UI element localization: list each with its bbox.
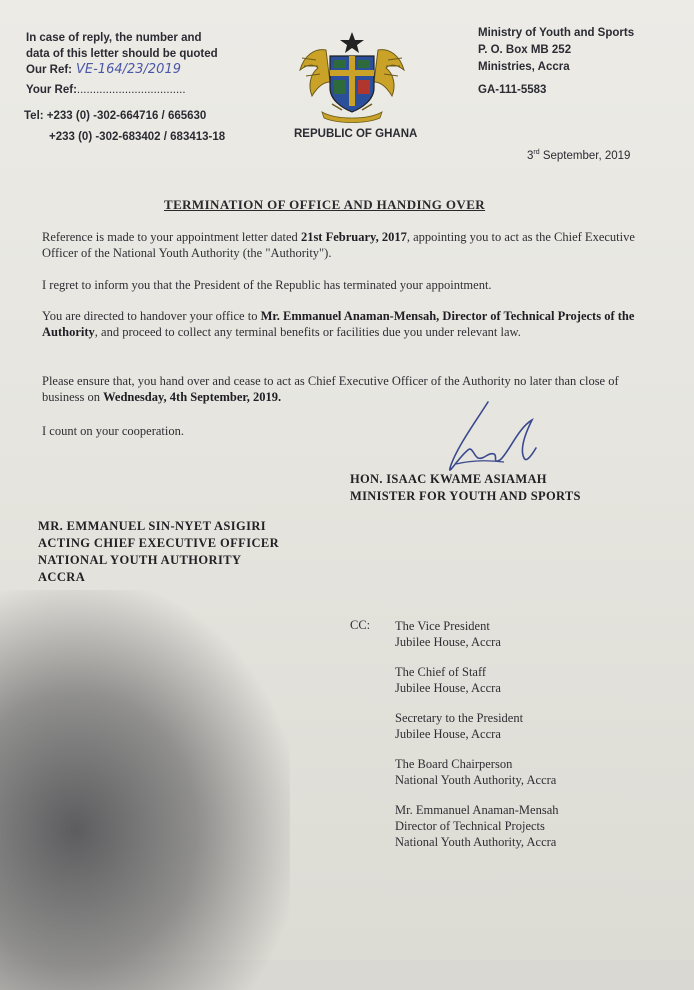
- your-ref-value: ..................................: [76, 84, 186, 96]
- paragraph-termination: I regret to inform you that the President of the Republic has terminated your appointment.: [42, 278, 492, 292]
- date-rest: September, 2019: [539, 149, 631, 162]
- your-ref-label: Your Ref:: [26, 84, 77, 96]
- p3-successor-name: Mr. Emmanuel Anaman-Mensah, Director of Technical Projects of the Authority: [42, 309, 635, 339]
- p1-text-a: Reference is made to your appointment letter dated: [42, 230, 301, 244]
- republic-of-ghana-label: REPUBLIC OF GHANA: [294, 128, 418, 140]
- cc-entry: [395, 710, 559, 742]
- your-ref-row: [26, 82, 218, 98]
- signatory-block: [350, 471, 581, 505]
- addressee-line: ACTING CHIEF EXECUTIVE OFFICER: [38, 536, 280, 550]
- cc-entry-line: The Chief of Staff: [395, 665, 487, 679]
- letter-date: [527, 149, 630, 162]
- p4-deadline-date: Wednesday, 4th September, 2019.: [103, 390, 282, 404]
- cc-entry: [395, 664, 559, 696]
- cc-entry-line: Jubilee House, Accra: [395, 727, 501, 741]
- cc-label: CC:: [350, 618, 371, 632]
- p1-appointment-date: 21st February, 2017: [300, 230, 407, 244]
- date-day: 3: [527, 149, 534, 162]
- reply-note-line-2: data of this letter should be quoted: [26, 48, 218, 60]
- ministry-location: Ministries, Accra: [478, 61, 570, 73]
- po-box: P. O. Box MB 252: [478, 44, 572, 56]
- reply-note-line-1: In case of reply, the number and: [26, 32, 202, 44]
- ministry-name: Ministry of Youth and Sports: [478, 27, 635, 39]
- signatory-name: HON. ISAAC KWAME ASIAMAH: [350, 472, 547, 486]
- cc-entry-line: The Board Chairperson: [395, 757, 513, 771]
- our-ref-row: [26, 62, 218, 78]
- telephone-line-1: Tel: +233 (0) -302-664716 / 665630: [24, 110, 207, 122]
- cc-entry-line: Director of Technical Projects: [395, 819, 545, 833]
- p4-text-a: Please ensure that, you hand over and cease to act as Chief Executive Officer of the Authority no later than close of business on: [42, 374, 619, 404]
- photo-shadow: [0, 590, 290, 990]
- paragraph-reference: [42, 229, 642, 261]
- ghana-coat-of-arms-icon: [296, 30, 408, 125]
- cc-entry-line: National Youth Authority, Accra: [395, 773, 557, 787]
- letter-title: TERMINATION OF OFFICE AND HANDING OVER: [164, 197, 486, 212]
- our-ref-label: Our Ref:: [26, 64, 72, 76]
- telephone-block: [24, 106, 225, 148]
- signatory-title: MINISTER FOR YOUTH AND SPORTS: [350, 489, 581, 503]
- cc-entry-line: Mr. Emmanuel Anaman-Mensah: [395, 803, 559, 817]
- addressee-line: MR. EMMANUEL SIN-NYET ASIGIRI: [38, 519, 267, 533]
- cc-entry-line: National Youth Authority, Accra: [395, 835, 557, 849]
- cc-entry: [395, 802, 559, 850]
- cc-list: [395, 618, 559, 864]
- date-suffix: rd: [533, 149, 540, 156]
- addressee-line: NATIONAL YOUTH AUTHORITY: [38, 553, 242, 567]
- our-ref-value: VE-164/23/2019: [76, 62, 181, 77]
- paragraph-cooperation: I count on your cooperation.: [42, 424, 184, 438]
- p3-text-a: You are directed to handover your office to: [42, 309, 261, 323]
- cc-entry: [395, 756, 559, 788]
- p3-text-b: , and proceed to collect any terminal benefits or facilities due you under relevant law.: [94, 325, 521, 339]
- cc-entry-line: Secretary to the President: [395, 711, 524, 725]
- cc-entry: [395, 618, 559, 650]
- addressee-block: [38, 518, 279, 586]
- cc-entry-line: Jubilee House, Accra: [395, 681, 501, 695]
- gps-code: GA-111-5583: [478, 84, 547, 96]
- ministry-address: [478, 25, 634, 99]
- paragraph-handover: [42, 308, 642, 340]
- p1-text-b: , appointing you to act as the Chief Executive Officer of the National Youth Authority (the "Authority").: [42, 230, 635, 260]
- reply-instructions: [26, 30, 218, 98]
- telephone-line-2: +233 (0) -302-683402 / 683413-18: [49, 131, 226, 143]
- addressee-line: ACCRA: [38, 570, 86, 584]
- cc-entry-line: The Vice President: [395, 619, 490, 633]
- cc-entry-line: Jubilee House, Accra: [395, 635, 501, 649]
